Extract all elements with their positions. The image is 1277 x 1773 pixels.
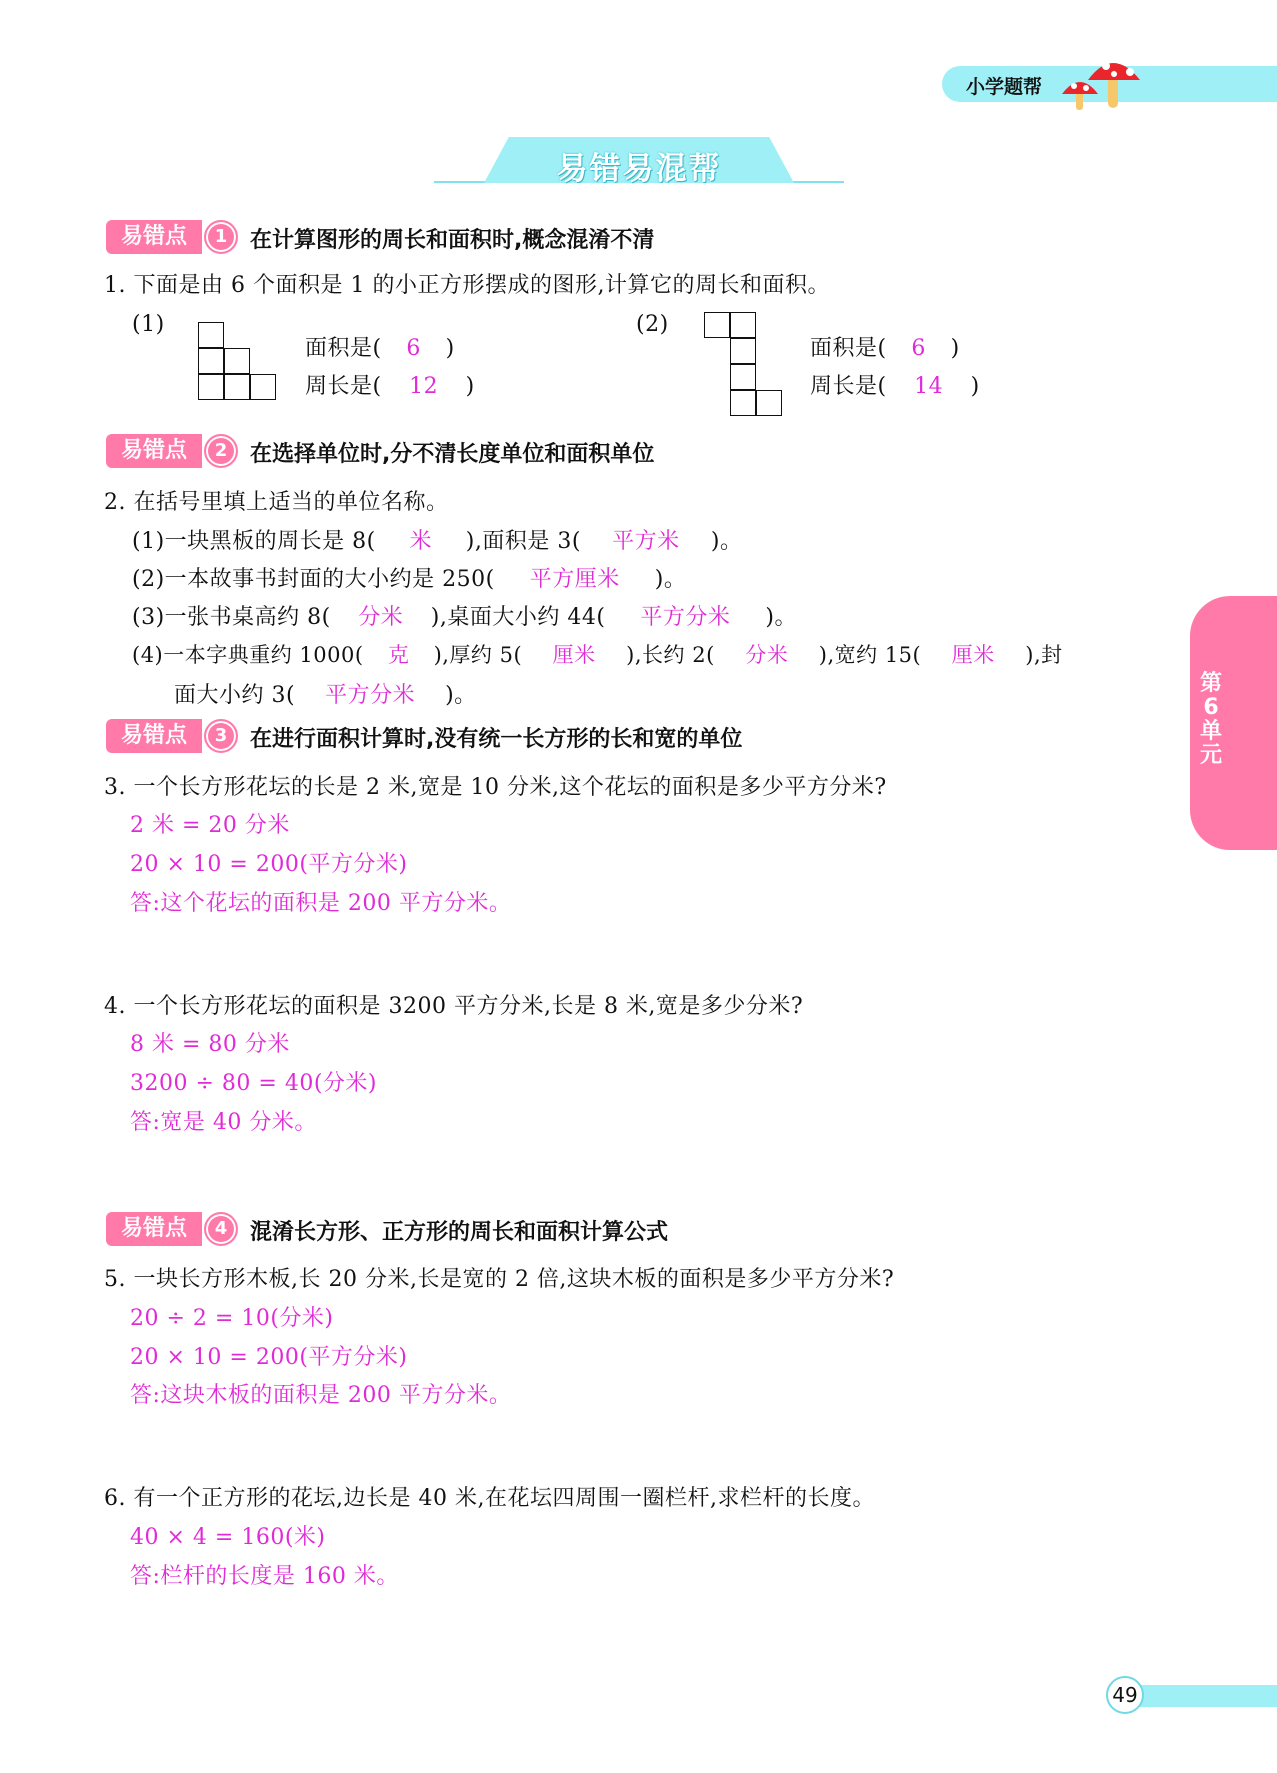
q2-line-2	[132, 562, 686, 593]
perimeter-label: 周长是(	[810, 374, 887, 399]
answer-blank: 分米	[745, 643, 789, 667]
section-title: 易错易混帮	[556, 151, 722, 187]
mushroom-icon	[1058, 46, 1148, 116]
grid-square	[704, 312, 730, 338]
grid-square	[198, 322, 224, 348]
text: ),长约 2(	[626, 643, 715, 667]
text: (3)一张书桌高约 8(	[132, 605, 331, 630]
grid-square	[224, 348, 250, 374]
text: (4)一本字典重约 1000(	[132, 643, 364, 667]
question-1: 1. 下面是由 6 个面积是 1 的小正方形摆成的图形,计算它的周长和面积。	[104, 273, 830, 298]
grid-square	[198, 374, 224, 400]
answer-blank: 平方厘米	[529, 567, 620, 592]
question-6: 6. 有一个正方形的花坛,边长是 40 米,在花坛四周围一圈栏杆,求栏杆的长度。	[104, 1486, 875, 1511]
q2-line-3	[132, 600, 797, 631]
area-answer: 6	[911, 336, 926, 361]
close-paren: )	[950, 336, 960, 361]
q6-answer-1: 40 × 4 = 160(米)	[130, 1525, 326, 1550]
answer-blank: 平方米	[612, 529, 680, 554]
q1-part2-area	[810, 331, 960, 362]
error-point-number: 2	[204, 434, 238, 468]
error-point-title: 在进行面积计算时,没有统一长方形的长和宽的单位	[250, 727, 743, 752]
error-point-title: 在选择单位时,分不清长度单位和面积单位	[250, 442, 655, 467]
grid-square	[756, 390, 782, 416]
text: ),宽约 15(	[818, 643, 922, 667]
question-3: 3. 一个长方形花坛的长是 2 米,宽是 10 分米,这个花坛的面积是多少平方分米?	[104, 775, 887, 800]
page-number-bar	[1128, 1685, 1277, 1707]
question-2: 2. 在括号里填上适当的单位名称。	[104, 490, 449, 515]
answer-blank: 厘米	[552, 643, 596, 667]
text: ),面积是 3(	[465, 529, 581, 554]
question-4: 4. 一个长方形花坛的面积是 3200 平方分米,长是 8 米,宽是多少分米?	[104, 994, 804, 1019]
grid-square	[250, 374, 276, 400]
area-label: 面积是(	[305, 336, 382, 361]
q3-answer-1: 2 米 = 20 分米	[130, 813, 290, 838]
grid-square	[730, 390, 756, 416]
q4-answer-1: 8 米 = 80 分米	[130, 1032, 290, 1057]
grid-square	[730, 338, 756, 364]
perimeter-answer: 14	[914, 374, 944, 399]
answer-blank: 分米	[358, 605, 404, 630]
q5-answer-2: 20 × 10 = 200(平方分米)	[130, 1345, 408, 1370]
text: (2)一本故事书封面的大小约是 250(	[132, 567, 495, 592]
text: ),厚约 5(	[433, 643, 523, 667]
grid-square	[224, 374, 250, 400]
error-point-title: 混淆长方形、正方形的周长和面积计算公式	[250, 1220, 669, 1245]
answer-blank: 平方分米	[640, 605, 731, 630]
q3-answer-3: 答:这个花坛的面积是 200 平方分米。	[130, 891, 512, 916]
text: ),桌面大小约 44(	[430, 605, 606, 630]
question-5: 5. 一块长方形木板,长 20 分米,长是宽的 2 倍,这块木板的面积是多少平方分米?	[104, 1267, 895, 1292]
error-point-number: 3	[204, 719, 238, 753]
error-point-tag: 易错点	[106, 1212, 202, 1246]
text: 面大小约 3(	[174, 683, 296, 708]
answer-blank: 平方分米	[325, 683, 416, 708]
page-number: 49	[1106, 1676, 1144, 1714]
error-point-tag: 易错点	[106, 719, 202, 753]
q2-line-4	[132, 639, 1063, 669]
q1-part2-label: (2)	[636, 312, 669, 337]
q1-part1-area	[305, 331, 455, 362]
q5-answer-1: 20 ÷ 2 = 10(分米)	[130, 1306, 334, 1331]
text: )。	[765, 605, 797, 630]
close-paren: )	[970, 374, 980, 399]
unit-tab-label: 第6单元	[1199, 671, 1222, 768]
q2-line-5	[174, 678, 477, 709]
q1-part1-perimeter	[305, 369, 475, 400]
q1-part2-perimeter	[810, 369, 980, 400]
grid-square	[730, 312, 756, 338]
text: (1)一块黑板的周长是 8(	[132, 529, 376, 554]
answer-blank: 米	[409, 529, 432, 554]
perimeter-label: 周长是(	[305, 374, 382, 399]
text: ),封	[1025, 643, 1063, 667]
grid-square	[198, 348, 224, 374]
q2-line-1	[132, 524, 743, 555]
perimeter-answer: 12	[409, 374, 439, 399]
error-point-title: 在计算图形的周长和面积时,概念混淆不清	[250, 228, 655, 253]
q6-answer-2: 答:栏杆的长度是 160 米。	[130, 1564, 399, 1589]
area-label: 面积是(	[810, 336, 887, 361]
answer-blank: 厘米	[951, 643, 995, 667]
error-point-tag: 易错点	[106, 434, 202, 468]
grid-square	[730, 364, 756, 390]
answer-blank: 克	[387, 643, 410, 667]
q3-answer-2: 20 × 10 = 200(平方分米)	[130, 852, 408, 877]
close-paren: )	[445, 336, 455, 361]
error-point-number: 1	[204, 220, 238, 254]
text: )。	[654, 567, 687, 592]
text: )。	[445, 683, 477, 708]
area-answer: 6	[406, 336, 421, 361]
brand-title: 小学题帮	[966, 76, 1043, 98]
text: )。	[710, 529, 743, 554]
q1-part1-label: (1)	[132, 312, 165, 337]
q5-answer-3: 答:这块木板的面积是 200 平方分米。	[130, 1383, 512, 1408]
q4-answer-3: 答:宽是 40 分米。	[130, 1110, 317, 1135]
q4-answer-2: 3200 ÷ 80 = 40(分米)	[130, 1071, 377, 1096]
error-point-number: 4	[204, 1212, 238, 1246]
error-point-tag: 易错点	[106, 220, 202, 254]
close-paren: )	[465, 374, 475, 399]
